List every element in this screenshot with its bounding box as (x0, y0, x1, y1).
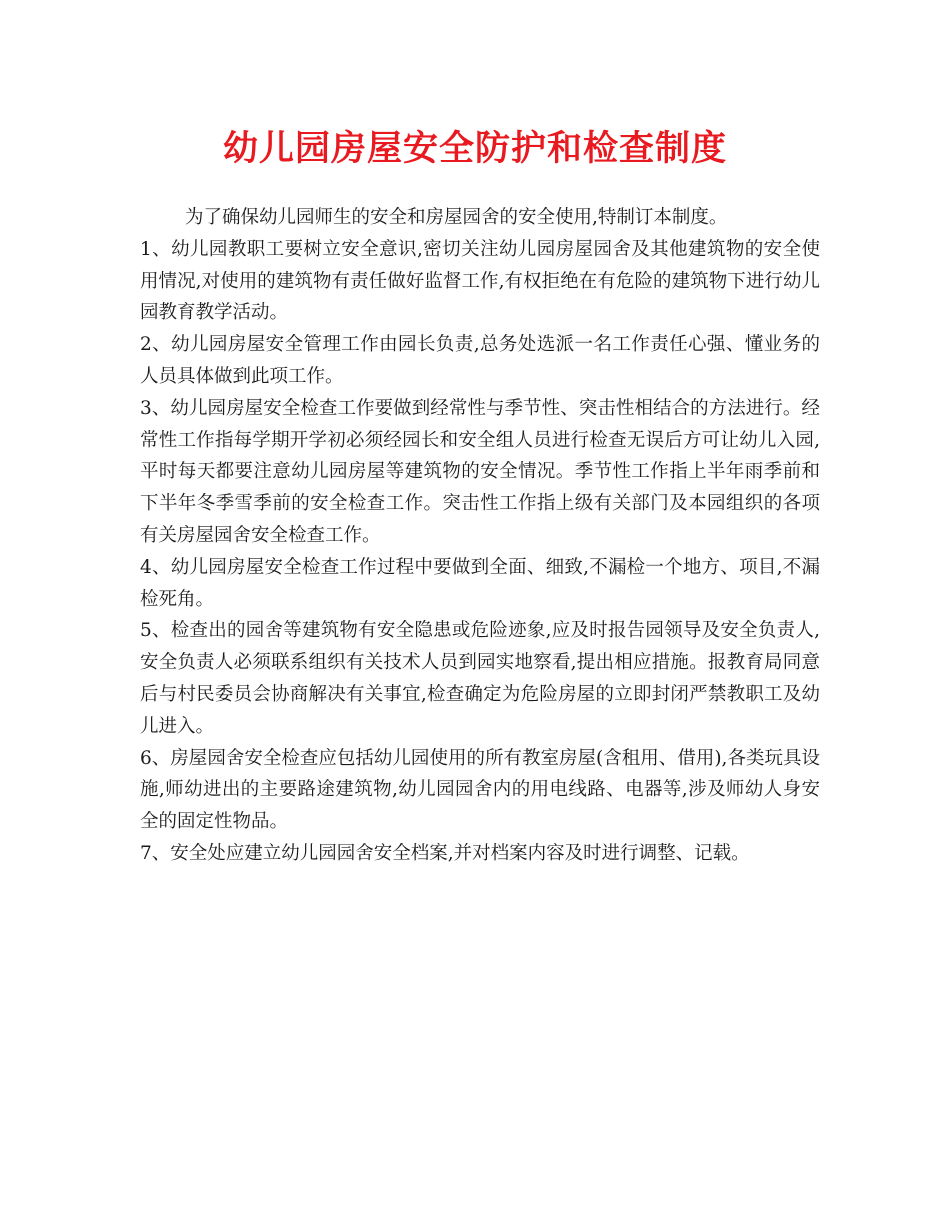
intro-paragraph: 为了确保幼儿园师生的安全和房屋园舍的安全使用,特制订本制度。 (185, 207, 728, 228)
document-title: 幼儿园房屋安全防护和检查制度 (222, 129, 727, 169)
clause-2: 2、幼儿园房屋安全管理工作由园长负责,总务处选派一名工作责任心强、懂业务的人员具体做到此项工作。 (140, 334, 820, 387)
clause-4: 4、幼儿园房屋安全检查工作过程中要做到全面、细致,不漏检一个地方、项目,不漏检死角。 (140, 556, 820, 610)
clause-3: 3、幼儿园房屋安全检查工作要做到经常性与季节性、突击性相结合的方法进行。经常性工作指每学期开学初必须经园长和安全组人员进行检查无误后方可让幼儿入园,平时每天都要注意幼儿园房屋等建筑物的安全情况。季节性工作指上半年雨季前和下半年冬季雪季前的安全检查工作。突击性工作指上级有关部门及本园组织的各项有关房屋园舍安全检查工作。 (140, 397, 820, 546)
clause-5: 5、检查出的园舍等建筑物有安全隐患或危险迹象,应及时报告园领导及安全负责人,安全负责人必须联系组织有关技术人员到园实地察看,提出相应措施。报教育局同意后与村民委员会协商解决有关事宜,检查确定为危险房屋的立即封闭严禁教职工及幼儿进入。 (140, 620, 820, 737)
clause-1: 1、幼儿园教职工要树立安全意识,密切关注幼儿园房屋园舍及其他建筑物的安全使用情况,对使用的建筑物有责任做好监督工作,有权拒绝在有危险的建筑物下进行幼儿园教育教学活动。 (140, 238, 820, 324)
clause-7: 7、安全处应建立幼儿园园舍安全档案,并对档案内容及时进行调整、记载。 (140, 842, 750, 864)
document-body (140, 202, 820, 870)
clause-6: 6、房屋园舍安全检查应包括幼儿园使用的所有教室房屋(含租用、借用),各类玩具设施,师幼进出的主要路途建筑物,幼儿园园舍内的用电线路、电器等,涉及师幼人身安全的固定性物品。 (140, 747, 820, 833)
